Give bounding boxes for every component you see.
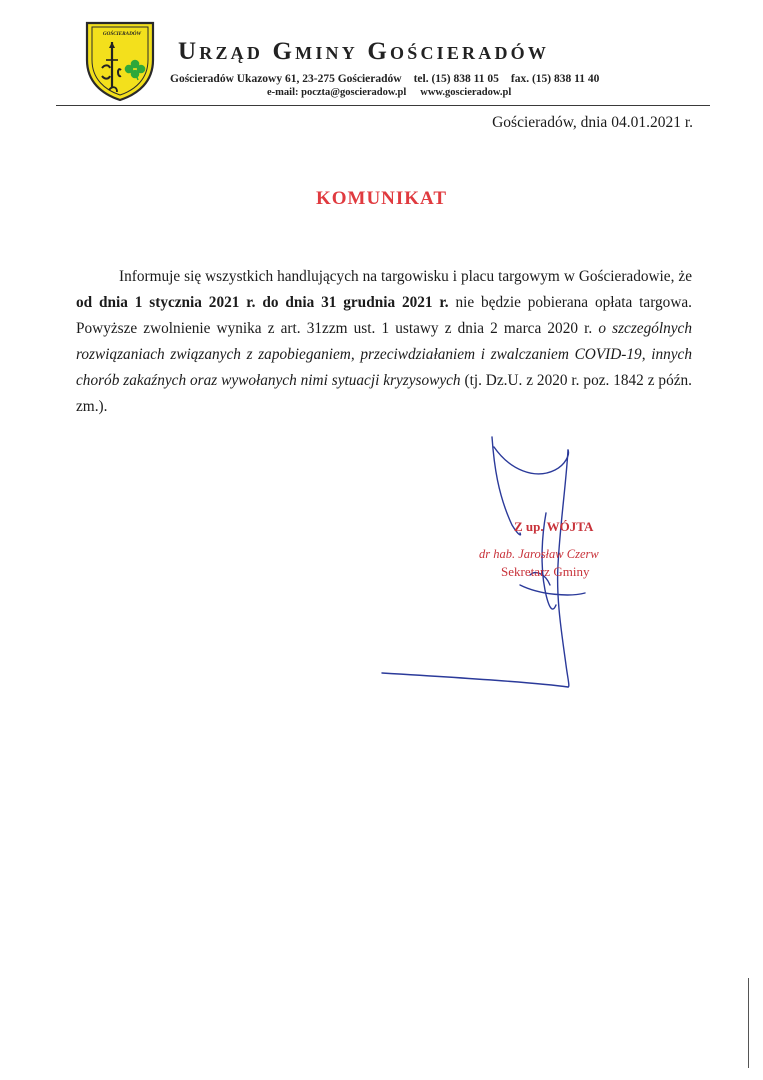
body-date-range: od dnia 1 stycznia 2021 r. do dnia 31 grudnia 2021 r.	[76, 294, 449, 311]
signature-authority: Z up. WÓJTA	[514, 519, 594, 534]
body-sentence-3: nie będzie pobierana opłata targowa. Powyższe zwolnienie wynika z art. 31zzm ust. 1 ustawy z dnia 2 marca 2020 r.	[76, 294, 692, 337]
office-name: Urząd Gminy Gościeradów	[178, 38, 550, 65]
scan-edge-line	[748, 978, 749, 1068]
website-link[interactable]: www.goscieradow.pl	[420, 87, 512, 98]
body-sentence-1: Informuje się wszystkich handlujących na targowisku i placu targowym w Gościeradowie, że	[119, 268, 692, 285]
body-act-title: o szczególnych rozwiązaniach związanych z zapobieganiem, przeciwdziałaniem i zwalczaniem COVID-19, innych chorób zakaźnych oraz wywołanych nimi sytuacji kryzysowych	[76, 320, 692, 389]
address-line	[170, 73, 599, 85]
signatory-title: Sekretarz Gminy	[501, 564, 590, 579]
announcement-paragraph	[76, 264, 692, 420]
crest-logo	[83, 20, 157, 102]
fax: fax. (15) 838 11 40	[510, 73, 600, 85]
signatory-name: dr hab. Jarosław Czerw	[479, 547, 599, 561]
date-line: Gościeradów, dnia 04.01.2021 r.	[492, 114, 693, 131]
page-title: KOMUNIKAT	[315, 188, 448, 209]
contact-line	[267, 87, 511, 98]
handwritten-signature	[370, 425, 630, 700]
announcement-body	[76, 264, 692, 420]
phone: tel. (15) 838 11 05	[413, 73, 499, 85]
header-divider	[56, 105, 710, 106]
address: Gościeradów Ukazowy 61, 23-275 Gościeradów	[170, 73, 402, 85]
email-link[interactable]: e-mail: poczta@goscieradow.pl	[267, 87, 407, 98]
body-citation: (tj. Dz.U. z 2020 r. poz. 1842 z późn. zm.).	[76, 372, 692, 415]
crest-text: GOŚCIERADÓW	[102, 31, 142, 37]
